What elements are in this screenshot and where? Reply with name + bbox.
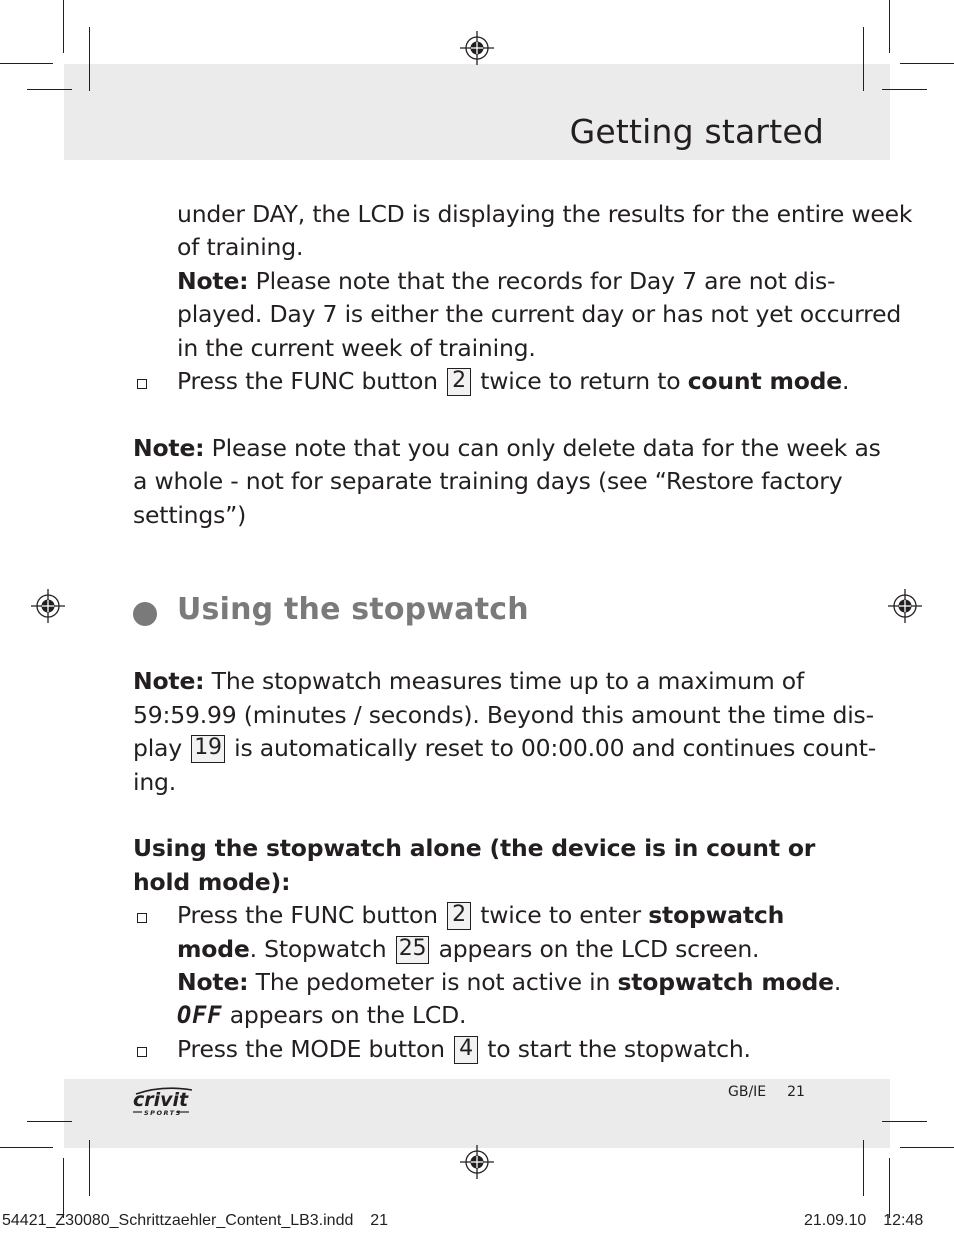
slug-date: 21.09.10 xyxy=(804,1212,867,1229)
paragraph-text: is automatically reset to 00:00.00 and continues count- xyxy=(234,734,877,762)
paragraph-line xyxy=(133,732,876,766)
instruction-text: Press the FUNC button xyxy=(177,901,438,929)
crop-mark xyxy=(0,63,53,64)
lcd-line xyxy=(177,999,466,1033)
key-reference-badge: 25 xyxy=(396,936,430,964)
instruction-text: . Stopwatch xyxy=(249,935,387,963)
instruction-text: to start the stopwatch. xyxy=(487,1035,751,1063)
mode-name: count mode xyxy=(687,367,843,395)
registration-mark-icon xyxy=(31,589,65,623)
paragraph-line: under DAY, the LCD is displaying the results for the entire week xyxy=(177,200,913,228)
mode-name: mode xyxy=(177,935,250,963)
key-reference-badge: 2 xyxy=(447,368,471,396)
instruction-text: Press the FUNC button xyxy=(177,367,438,395)
crivit-logo-icon xyxy=(132,1084,196,1118)
paragraph-line: in the current week of training. xyxy=(177,334,536,362)
crop-mark xyxy=(889,0,890,53)
paragraph-text: play xyxy=(133,734,182,762)
note-line xyxy=(177,265,835,299)
page-title: Getting started xyxy=(569,112,824,151)
note-label: Note: xyxy=(133,667,205,695)
crop-mark xyxy=(882,1121,927,1122)
crop-mark xyxy=(0,1147,53,1148)
bullet-square-icon xyxy=(137,379,147,389)
bullet-square-icon xyxy=(137,913,147,923)
instruction-text: Press the MODE button xyxy=(177,1035,445,1063)
key-reference-badge: 4 xyxy=(454,1036,478,1064)
note-label: Note: xyxy=(177,267,249,295)
note-text: Please note that the records for Day 7 are not dis- xyxy=(255,267,836,295)
crop-mark xyxy=(900,63,954,64)
crop-mark xyxy=(863,27,864,91)
note-line xyxy=(133,432,881,466)
page-footer xyxy=(728,1084,805,1100)
page-number: 21 xyxy=(787,1084,805,1100)
key-reference-badge: 2 xyxy=(447,902,471,930)
note-text: The stopwatch measures time up to a maximum of xyxy=(211,667,805,695)
section-bullet-icon xyxy=(133,602,157,626)
note-label: Note: xyxy=(133,434,205,462)
paragraph-line: played. Day 7 is either the current day or has not yet occurred xyxy=(177,300,902,328)
brand-subtitle: SPORTS xyxy=(144,1109,182,1117)
crop-mark xyxy=(889,1158,890,1218)
paragraph-line: settings”) xyxy=(133,501,247,529)
instruction-text: appears on the LCD screen. xyxy=(438,935,760,963)
slug-filename: 54421_Z30080_Schrittzaehler_Content_LB3.indd xyxy=(2,1212,354,1229)
note-line xyxy=(133,665,804,699)
paragraph-line: 59:59.99 (minutes / seconds). Beyond this amount the time dis- xyxy=(133,701,874,729)
section-title: Using the stopwatch xyxy=(177,592,529,627)
crop-mark xyxy=(882,89,927,90)
note-text: Please note that you can only delete data for the week as xyxy=(211,434,881,462)
registration-mark-icon xyxy=(888,589,922,623)
subheading: Using the stopwatch alone (the device is in count or xyxy=(133,834,816,862)
registration-mark-icon xyxy=(460,31,494,65)
note-text: The pedometer is not active in xyxy=(255,968,611,996)
key-reference-badge: 19 xyxy=(191,735,225,763)
locale-label: GB/IE xyxy=(728,1084,767,1100)
note-label: Note: xyxy=(177,968,249,996)
mode-name: stopwatch mode xyxy=(617,968,834,996)
crop-mark xyxy=(863,1140,864,1196)
mode-name: stopwatch xyxy=(648,901,785,929)
instruction-line xyxy=(177,899,784,933)
instruction-line xyxy=(177,933,759,967)
paragraph-line: of training. xyxy=(177,233,304,261)
crop-mark xyxy=(27,89,72,90)
lcd-segment-text: OFF xyxy=(177,1001,223,1029)
print-slug-file xyxy=(2,1212,388,1230)
paragraph-line: ing. xyxy=(133,768,177,796)
crop-mark xyxy=(900,1147,954,1148)
crop-mark xyxy=(89,1140,90,1196)
subheading: hold mode): xyxy=(133,868,291,896)
instruction-line xyxy=(177,365,849,399)
punctuation: . xyxy=(842,367,850,395)
slug-time: 12:48 xyxy=(883,1212,924,1229)
paragraph-text: appears on the LCD. xyxy=(229,1001,467,1029)
paragraph-line: a whole - not for separate training days (see “Restore factory xyxy=(133,467,843,495)
bullet-square-icon xyxy=(137,1047,147,1057)
registration-mark-icon xyxy=(460,1145,494,1179)
note-line xyxy=(177,966,841,1000)
instruction-text: twice to enter xyxy=(480,901,641,929)
punctuation: . xyxy=(833,968,842,996)
crop-mark xyxy=(89,27,90,91)
instruction-text: twice to return to xyxy=(480,367,681,395)
crop-mark xyxy=(27,1121,72,1122)
crop-mark xyxy=(63,0,64,53)
crop-mark xyxy=(63,1158,64,1218)
slug-page: 21 xyxy=(370,1212,389,1229)
brand-name: crivit xyxy=(133,1089,189,1111)
print-slug-date xyxy=(804,1212,923,1230)
instruction-line xyxy=(177,1033,751,1067)
brand-logo xyxy=(132,1084,196,1122)
